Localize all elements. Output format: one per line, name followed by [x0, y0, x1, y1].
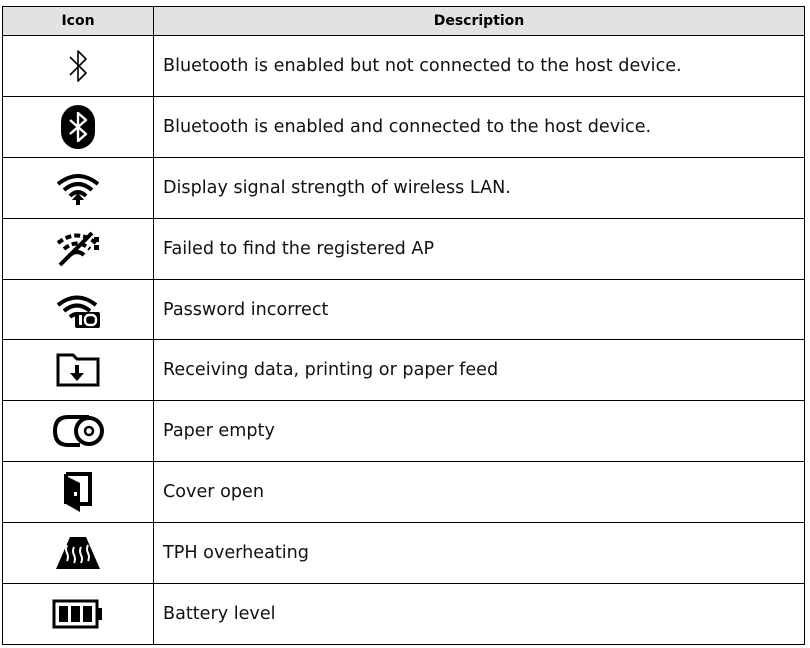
- row-description: Paper empty: [154, 401, 805, 462]
- table-row: [3, 157, 805, 218]
- table-row: [3, 401, 805, 462]
- battery-level-icon: [52, 597, 104, 631]
- table-row: [3, 279, 805, 340]
- header-row: [3, 7, 805, 36]
- row-description: Bluetooth is enabled but not connected to the host device.: [154, 36, 805, 97]
- row-description: Display signal strength of wireless LAN.: [154, 157, 805, 218]
- bluetooth-enabled-icon: [66, 47, 90, 85]
- table-row: [3, 96, 805, 157]
- wifi-password-incorrect-icon: [55, 292, 101, 328]
- paper-empty-icon: [52, 413, 104, 449]
- receiving-data-icon: [55, 352, 101, 388]
- row-description: Receiving data, printing or paper feed: [154, 340, 805, 401]
- tph-overheating-icon: [54, 534, 102, 572]
- table-row: [3, 462, 805, 523]
- row-description: Password incorrect: [154, 279, 805, 340]
- row-description: TPH overheating: [154, 523, 805, 584]
- table-row: [3, 584, 805, 645]
- icon-column-header: Icon: [3, 7, 154, 36]
- row-description: Bluetooth is enabled and connected to the host device.: [154, 96, 805, 157]
- cover-open-icon: [61, 471, 95, 513]
- table-row: [3, 523, 805, 584]
- row-description: Battery level: [154, 584, 805, 645]
- table-row: [3, 218, 805, 279]
- row-description: Cover open: [154, 462, 805, 523]
- wifi-signal-icon: [55, 171, 101, 205]
- status-icon-table: [2, 6, 805, 645]
- bluetooth-connected-icon: [60, 104, 96, 150]
- wifi-ap-failed-icon: [54, 231, 102, 267]
- row-description: Failed to find the registered AP: [154, 218, 805, 279]
- table-row: [3, 36, 805, 97]
- table-row: [3, 340, 805, 401]
- description-column-header: Description: [154, 7, 805, 36]
